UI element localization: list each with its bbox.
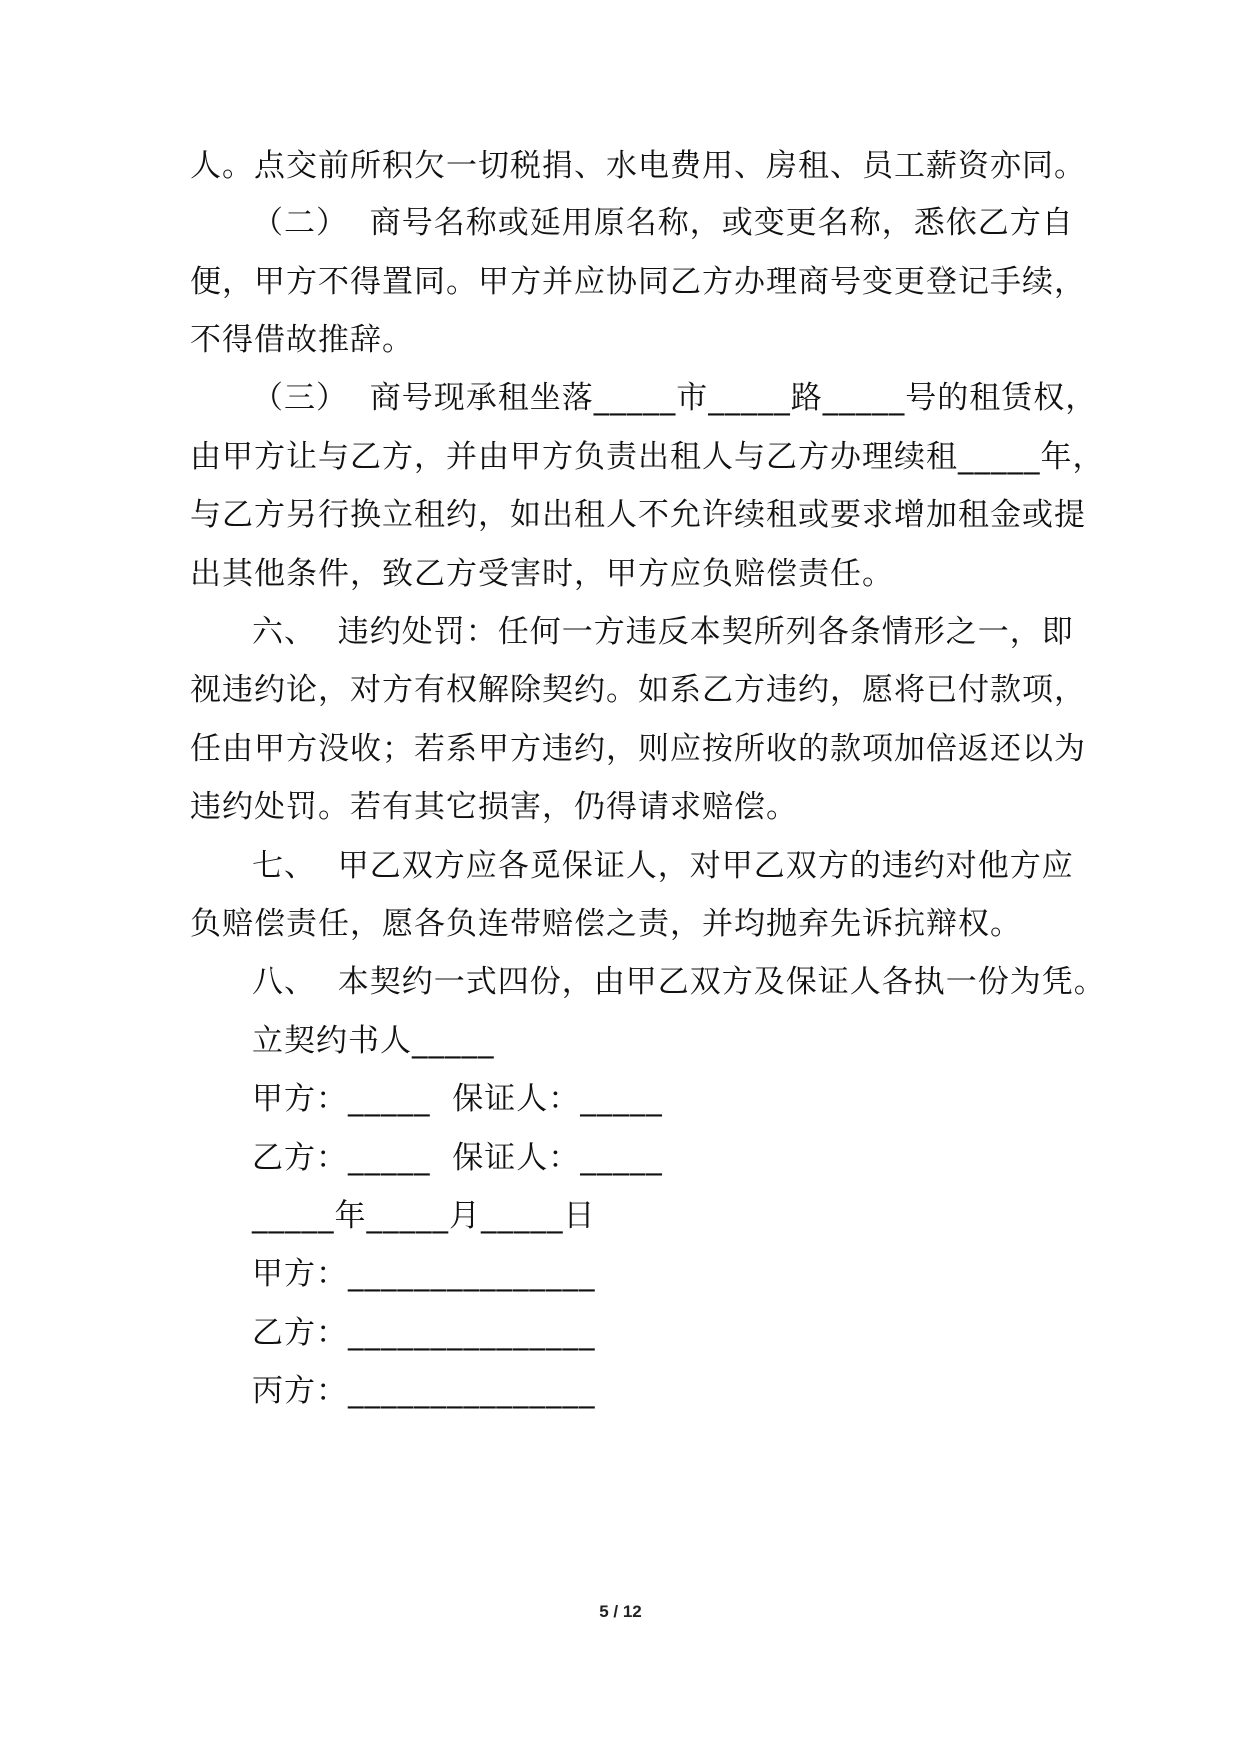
- date-line: _____年_____月_____日: [252, 1198, 596, 1234]
- text-line: （三） 商号现承租坐落_____市_____路_____号的租赁权，: [252, 380, 1098, 416]
- text-line: 不得借故推辞。: [190, 322, 414, 358]
- text-line: 违约处罚。若有其它损害，仍得请求赔偿。: [190, 789, 798, 825]
- text-line: 六、 违约处罚：任何一方违反本契所列各条情形之一，即: [252, 614, 1074, 650]
- party-b-signature-line: 乙方：_______________: [252, 1315, 596, 1351]
- text-line: 任由甲方没收；若系甲方违约，则应按所收的款项加倍返还以为: [190, 731, 1086, 767]
- party-b-guarantor-line: 乙方：_____ 保证人：_____: [252, 1140, 663, 1176]
- signatory-line: 立契约书人_____: [252, 1023, 495, 1059]
- party-a-guarantor-line: 甲方：_____ 保证人：_____: [252, 1081, 663, 1117]
- text-line: 视违约论，对方有权解除契约。如系乙方违约，愿将已付款项，: [190, 672, 1086, 708]
- text-line: 八、 本契约一式四份，由甲乙双方及保证人各执一份为凭。: [252, 964, 1106, 1000]
- text-line: 便，甲方不得置同。甲方并应协同乙方办理商号变更登记手续，: [190, 264, 1086, 300]
- party-a-signature-line: 甲方：_______________: [252, 1256, 596, 1292]
- text-line: （二） 商号名称或延用原名称，或变更名称，悉依乙方自: [252, 205, 1074, 241]
- text-line: 与乙方另行换立租约，如出租人不允许续租或要求增加租金或提: [190, 497, 1086, 533]
- text-line: 七、 甲乙双方应各觅保证人，对甲乙双方的违约对他方应: [252, 848, 1074, 884]
- text-line: 人。点交前所积欠一切税捐、水电费用、房租、员工薪资亦同。: [190, 148, 1086, 184]
- text-line: 出其他条件，致乙方受害时，甲方应负赔偿责任。: [190, 556, 894, 592]
- text-line: 负赔偿责任，愿各负连带赔偿之责，并均抛弃先诉抗辩权。: [190, 906, 1022, 942]
- page-number: 5 / 12: [599, 1602, 642, 1621]
- party-c-signature-line: 丙方：_______________: [252, 1373, 596, 1409]
- text-line: 由甲方让与乙方，并由甲方负责出租人与乙方办理续租_____年，: [190, 439, 1105, 475]
